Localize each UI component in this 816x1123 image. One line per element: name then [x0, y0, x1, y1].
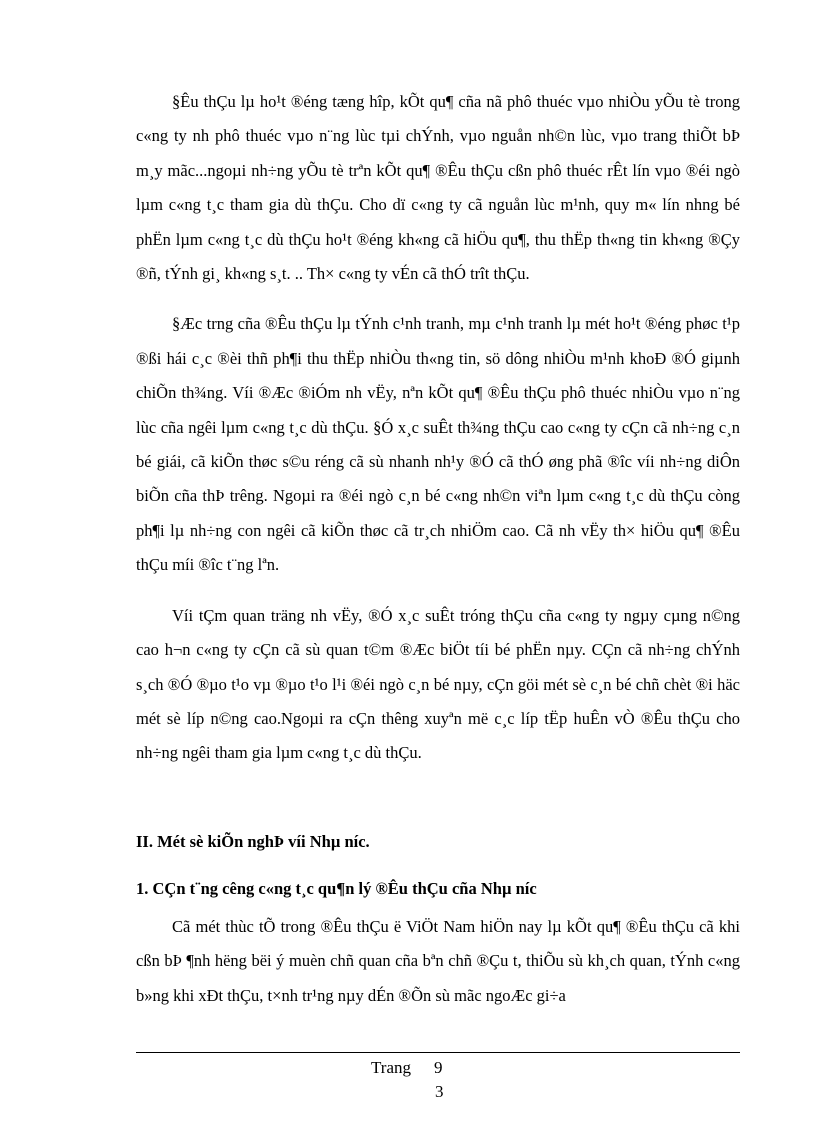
page-label: Trang [371, 1058, 411, 1077]
paragraph-4: Cã mét thùc tÕ trong ®Êu thÇu ë ViÖt Nam hiÖn nay lµ kÕt qu¶ ®Êu thÇu cã khi cßn bÞ ¶nh hëng bëi ý muèn chñ quan cña bªn chñ ®Çu t, thiÕu sù kh¸ch quan, tÝnh c«ng b»ng khi xÐt thÇu, t×nh tr¹ng nµy dÉn ®Õn sù mãc ngoÆc gi÷a [136, 917, 740, 1005]
footer-divider [136, 1052, 740, 1053]
paragraph-2: §Æc trng cña ®Êu thÇu lµ tÝnh c¹nh tranh, mµ c¹nh tranh lµ mét ho¹t ®éng phøc t¹p ®ßi hái c¸c ®èi thñ ph¶i thu thËp nhiÒu th«ng tin, sö dông nhiÒu m¹nh khoÐ ®Ó giµnh chiÕn th¾ng. Víi ®Æc ®iÓm nh vËy, nªn kÕt qu¶ ®Êu thÇu phô thuéc nhiÒu vµo n¨ng lùc cña ngêi lµm c«ng t¸c dù thÇu. §Ó x¸c suÊt th¾ng thÇu cao c«ng ty cÇn cã nh÷ng c¸n bé giái, cã kiÕn thøc s©u réng cã sù nhanh nh¹y ®Ó cã thÓ øng phã ®îc víi nh÷ng diÔn biÕn cña thÞ trêng. Ngoµi ra ®éi ngò c¸n bé c«ng nh©n viªn lµm c«ng t¸c dù thÇu còng ph¶i lµ nh÷ng con ngêi cã kiÕn thøc cã tr¸ch nhiÖm cao. Cã nh vËy th× hiÖu qu¶ ®Êu thÇu míi ®îc t¨ng lªn. [136, 314, 740, 575]
paragraph-3: Víi tÇm quan träng nh vËy, ®Ó x¸c suÊt tróng thÇu cña c«ng ty ngµy cµng n©ng cao h¬n c«ng ty cÇn cã sù quan t©m ®Æc biÖt tíi bé phËn nµy. CÇn cã nh÷ng chÝnh s¸ch ®Ó ®µo t¹o vµ ®µo t¹o l¹i ®éi ngò c¸n bé nµy, cÇn göi mét sè c¸n bé chñ chèt ®i häc mét sè líp n©ng cao.Ngoµi ra cÇn thêng xuyªn më c¸c líp tËp huÊn vÒ ®Êu thÇu cho nh÷ng ngêi tham gia lµm c«ng t¸c dù thÇu. [136, 605, 740, 763]
section-heading: II. Mét sè kiÕn nghÞ víi Nhµ níc. [136, 832, 370, 851]
body-text [136, 85, 740, 771]
page-number: 9 [434, 1058, 443, 1077]
paragraph-1: §Êu thÇu lµ ho¹t ®éng tæng hîp, kÕt qu¶ cña nã phô thuéc vµo nhiÒu yÕu tè trong c«ng ty nh phô thuéc vµo n¨ng lùc tµi chÝnh, vµo nguån nh©n lùc, vµo trang thiÕt bÞ m¸y mãc...ngoµi nh÷ng yÕu tè trªn kÕt qu¶ ®Êu thÇu cßn phô thuéc rÊt lín vµo ®éi ngò lµm c«ng t¸c tham gia dù thÇu. Cho dï c«ng ty cã nguån lùc m¹nh, quy m« lín nhng bé phËn lµm c«ng t¸c dù thÇu ho¹t ®éng kh«ng cã hiÖu qu¶, thu thËp th«ng tin kh«ng ®Çy ®ñ, tÝnh gi¸ kh«ng s¸t. .. Th× c«ng ty vÉn cã thÓ trît thÇu. [136, 92, 740, 284]
subsection-heading: 1. CÇn t¨ng cêng c«ng t¸c qu¶n lý ®Êu thÇu cña Nhµ níc [136, 879, 537, 898]
page-number-line2: 3 [435, 1082, 444, 1101]
